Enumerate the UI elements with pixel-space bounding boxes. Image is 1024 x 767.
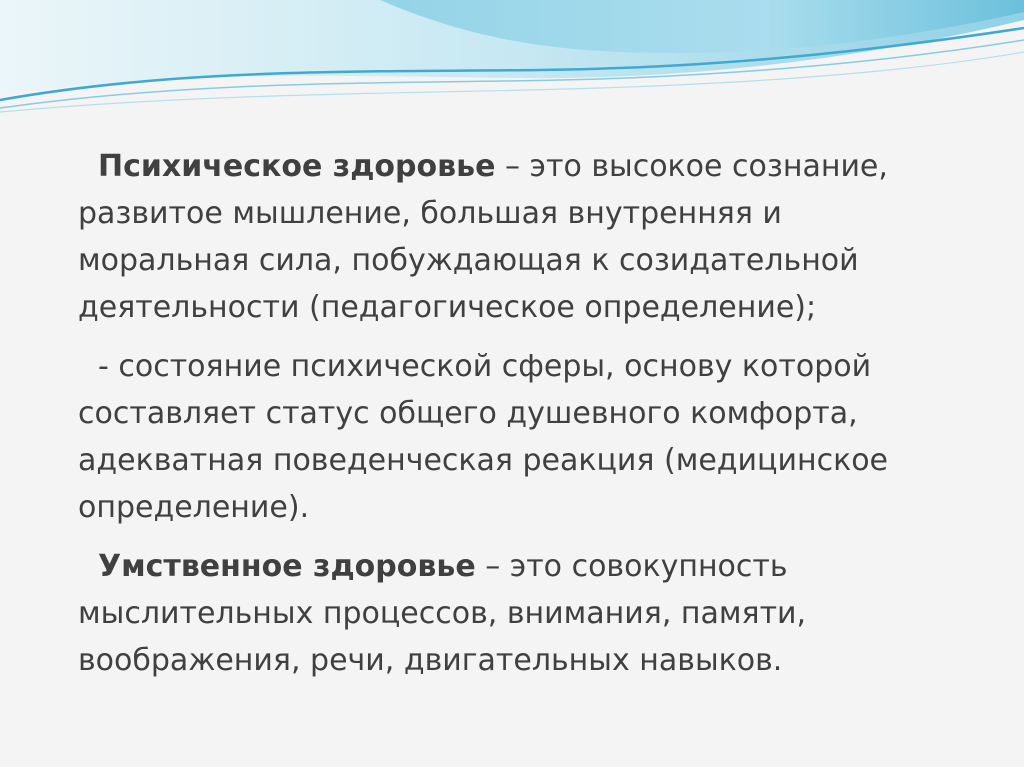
paragraph-mental-health	[78, 143, 958, 331]
header-wave-decoration	[0, 0, 1024, 120]
term-intellectual-health: Умственное здоровье	[98, 549, 476, 584]
definition-intellectual-health: – это совокупность мыслительных процессов, внимания, памяти, воображения, речи, двигательных навыков.	[78, 549, 807, 678]
slide-body	[78, 143, 958, 684]
definition-medical: - состояние психической сферы, основу которой составляет статус общего душевного комфорта, адекватная поведенческая реакция (медицинское определение).	[78, 349, 888, 525]
paragraph-intellectual-health	[78, 543, 958, 684]
definition-psychic-health: – это высокое сознание, развитое мышление, большая внутренняя и моральная сила, побуждающая к созидательной деятельности (педагогическое определение);	[78, 149, 888, 325]
term-psychic-health: Психическое здоровье	[98, 149, 496, 184]
paragraph-medical-definition	[78, 343, 958, 531]
